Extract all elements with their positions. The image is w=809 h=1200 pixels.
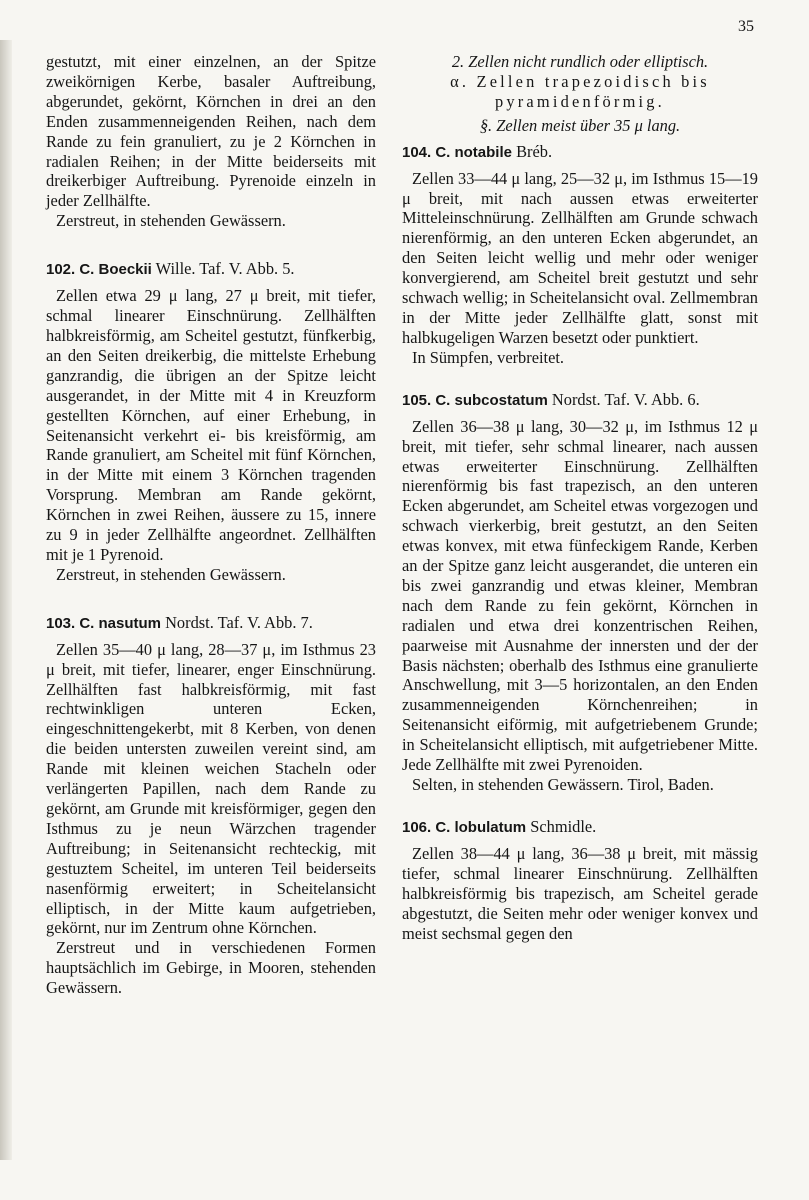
- species-heading-103: 103. C. nasutum Nordst. Taf. V. Abb. 7.: [46, 612, 313, 632]
- species-name: C. subcostatum: [435, 391, 548, 409]
- key-line-1: 2. Zellen nicht rundlich oder elliptisch.: [451, 52, 709, 71]
- key-line-2: α. Zellen trapezoidisch bis pyramidenförmig.: [450, 71, 710, 111]
- species-description-102: Zellen etwa 29 μ lang, 27 μ breit, mit tiefer, schmal linearer Einschnürung. Zellhälften halbkreisförmig, am Scheitel gestutzt, fünfkerbig, an den Seiten dreikerbig, die mittelste Erhebung ganzrandig, die übrigen an der Spitze leicht ausgerandet, in der Mitte mit 4 in Kreuzform gestellten Körnchen, auf einer Erhebung, in Seitenansicht verkehrt ei- bis kreisförmig, am Rande granuliert, am Scheitel mit fünf Körnchen, in der Mitte mit einem 3 Körnchen tragenden Vorsprung. Membran am Rande gekörnt, Körnchen in zwei Reihen, äussere zu 15, innere zu 9 in jeder Zellhälfte angeordnet. Zellhälften mit je 1 Pyrenoid.: [46, 286, 376, 564]
- right-column: [402, 52, 758, 943]
- species-heading-104: 104. C. notabile Bréb.: [402, 141, 553, 161]
- species-name: C. Boeckii: [79, 261, 152, 279]
- species-heading-102: 102. C. Boeckii Wille. Taf. V. Abb. 5.: [46, 259, 295, 279]
- species-description-104: Zellen 33—44 μ lang, 25—32 μ, im Isthmus 15—19 μ breit, mit nach aussen etwas erweiterter Mitteleinschnürung. Zellhälften am Grunde schwach nierenförmig, an den unteren Ecken abgerundet, an den Seiten leicht wellig und mehr oder weniger konvergierend, am Scheitel breit gestutzt und sehr schwach wellig; in Scheitelansicht oval. Zellmembran in der Mitte jeder Zellhälfte glatt, sonst mit halbkugeligen Warzen besetzt oder punktiert.: [402, 168, 758, 347]
- species-description-106: Zellen 38—44 μ lang, 36—38 μ breit, mit mässig tiefer, schmal linearer Einschnürung. Zellhälften halbkreisförmig bis trapezisch, am Scheitel gerade abgestutzt, die Seiten mehr oder weniger konvex und meist sechsmal gegen den: [402, 843, 758, 943]
- species-description-105: Zellen 36—38 μ lang, 30—32 μ, im Isthmus 12 μ breit, mit tiefer, sehr schmal linearer, nach aussen etwas erweiterter Einschnürung. Zellhälften nierenförmig bis fast trapezisch, an den unteren Ecken abgerundet, am Scheitel etwas vorgezogen und schwach vierkerbig, breit gestutzt, an den Seiten etwas konvex, mit etwa fünfeckigem Rande, Kerben an der Spitze ganz leicht ausgerandet, die unteren ein bis zwei ganzrandig und etwas kleiner, Membran nach dem Rande zu fein gekörnt, Körnchen in radialen und etwa drei konzentrischen Reihen, paarweise mit Ausnahme der innersten und der der Basis nächsten; oberhalb des Isthmus eine granulierte Anschwellung, mit 3—5 horizontalen, an den Enden zusammenneigenden Körnchenreihen; in Seitenansicht eiförmig, mit aufgetriebenem Grunde; in Scheitelansicht elliptisch, mit aufgetriebener Mitte. Jede Zellhälfte mit zwei Pyrenoiden.: [402, 416, 758, 775]
- habitat-text-102: Zerstreut, in stehenden Gewässern.: [56, 564, 286, 584]
- species-heading-105: 105. C. subcostatum Nordst. Taf. V. Abb. 6.: [402, 389, 700, 409]
- species-name: C. notabile: [435, 143, 512, 161]
- habitat-text-103: Zerstreut und in verschiedenen Formen hauptsächlich im Gebirge, in Mooren, stehenden Gewässern.: [46, 938, 376, 998]
- key-line-3: §. Zellen meist über 35 μ lang.: [479, 115, 681, 135]
- species-heading-106: 106. C. lobulatum Schmidle.: [402, 816, 597, 836]
- habitat-text-104: In Sümpfen, verbreitet.: [412, 347, 565, 367]
- species-description-103: Zellen 35—40 μ lang, 28—37 μ, im Isthmus 23 μ breit, mit tiefer, linearer, enger Einschnürung. Zellhälften fast halbkreisförmig, mit fast rechtwinkligen unteren Ecken, eingeschnittengekerbt, mit 8 Kerben, von denen die beiden untersten zuweilen vereint sind, am Rande mit kleinen weichen Stacheln oder verlängerten Papillen, nach dem Rande zu gekörnt, am Grunde mit kreisförmiger, gegen den Isthmus zu je neun Wärzchen tragender Auftreibung; in Seitenansicht rechteckig, mit gestuztem Scheitel, im unteren Teil beiderseits nasenförmig erweitert; in Scheitelansicht elliptisch, in der Mitte kaum aufgetrieben, gekörnt, nur im Zentrum ohne Körnchen.: [46, 639, 376, 938]
- habitat-text: Zerstreut, in stehenden Gewässern.: [56, 211, 286, 231]
- habitat-text-105: Selten, in stehenden Gewässern. Tirol, Baden.: [412, 775, 714, 794]
- left-column: [46, 52, 376, 998]
- species-name: C. nasutum: [79, 614, 161, 632]
- page-number: 35: [738, 18, 754, 35]
- species-name: C. lobulatum: [435, 818, 527, 836]
- page-binding-shadow: [0, 40, 12, 1160]
- continued-description: gestutzt, mit einer einzelnen, an der Spitze zweikörnigen Kerbe, basaler Auftreibung, abgerundet, gekörnt, Körnchen in drei an den Enden zusammenneigenden Reihen, nach dem Rande zu fein granuliert, zu je 2 Körnchen in radialen Reihen; in der Mitte beiderseits mit dreikerbiger Auftreibung. Pyrenoide einzeln in jeder Zellhälfte.: [46, 52, 376, 211]
